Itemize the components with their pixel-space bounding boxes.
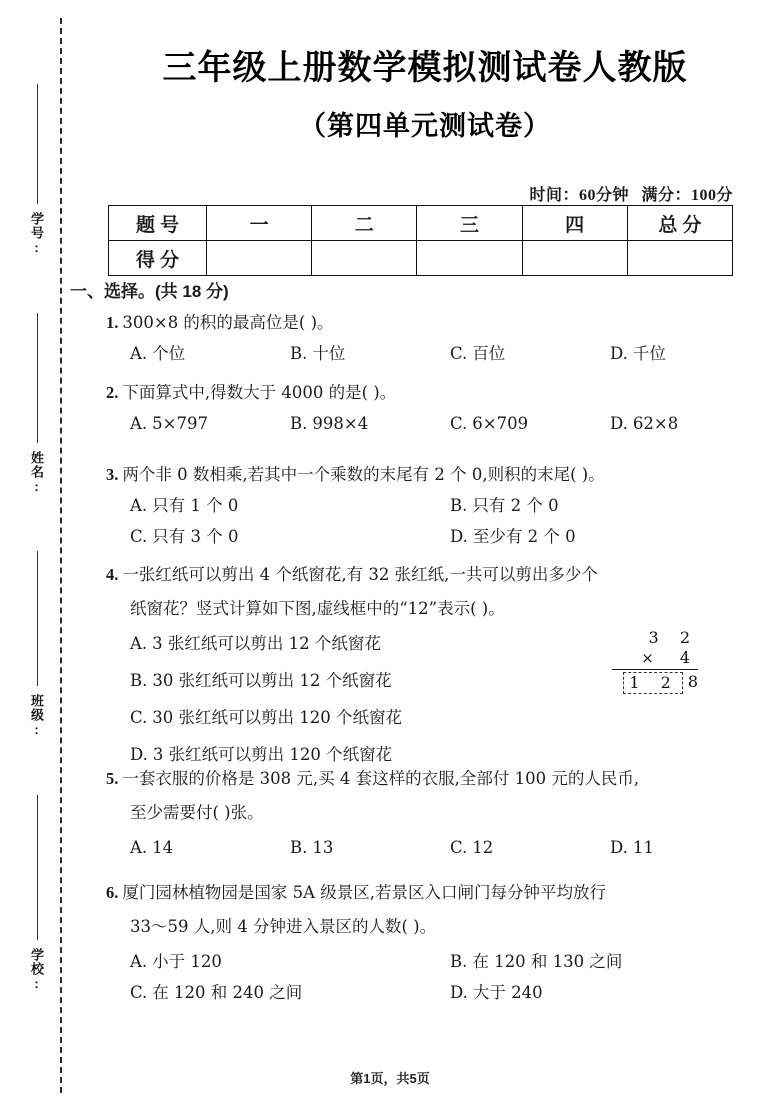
cell-score-total[interactable] [627,241,732,276]
question-3-option-a[interactable]: A. 只有 1 个 0 [130,496,239,515]
question-1-options [106,342,746,366]
question-1-stem [106,310,746,335]
question-6-stem-line2: 33～59 人,则 4 分钟进入景区的人数( )。 [130,917,437,936]
question-2-text: 下面算式中,得数大于 4000 的是( )。 [122,383,397,402]
margin-rule-4 [37,795,38,940]
vmult-multiplicand: 3 2 [648,628,698,647]
question-3-option-b[interactable]: B. 只有 2 个 0 [450,496,559,515]
margin-label-student-id: 学号: [29,212,44,256]
score-table [108,205,733,276]
question-6-option-d[interactable]: D. 大于 240 [450,983,543,1002]
page-footer: 第1页，共5页 [350,1071,430,1086]
question-4-stem-line2: 纸窗花？竖式计算如下图,虚线框中的“12”表示( )。 [130,599,505,618]
question-2-stem [106,380,746,405]
vmult-multiplier: 4 [679,648,698,667]
margin-rule-1 [37,84,38,204]
question-3-option-d[interactable]: D. 至少有 2 个 0 [450,527,576,546]
question-5-option-c[interactable]: C. 12 [450,838,494,857]
question-4-option-b[interactable]: B. 30 张红纸可以剪出 12 个纸窗花 [130,671,392,690]
margin-rule-3 [37,551,38,686]
question-1-option-d[interactable]: D. 千位 [610,344,666,363]
vmult-multiplier-row [612,648,698,668]
cell-section-1: 一 [207,206,312,241]
exam-full-score: 满分：100分 [641,187,733,204]
question-6-option-c[interactable]: C. 在 120 和 240 之间 [130,983,303,1002]
page-title: 三年级上册数学模拟测试卷人教版 [162,48,688,88]
cell-section-2: 二 [312,206,417,241]
question-5-stem [106,766,746,791]
question-3-number: 3. [106,465,119,484]
question-6 [106,880,746,1005]
cell-score-label: 得分 [109,241,207,276]
question-5-number: 5. [106,769,119,788]
question-4-options-row-d [106,743,746,767]
question-5-options [106,836,746,860]
question-3-options-row-1 [106,494,746,518]
question-4-stem [106,562,746,587]
margin-label-school: 学校: [29,948,44,992]
question-6-option-b[interactable]: B. 在 120 和 130 之间 [450,952,623,971]
question-4-text: 一张红纸可以剪出 4 个纸窗花,有 32 张红纸,一共可以剪出多少个 [122,565,598,584]
question-6-text: 厦门园林植物园是国家 5A 级景区,若景区入口闸门每分钟平均放行 [122,883,607,902]
question-2 [106,380,746,436]
multiply-icon: × [641,649,654,667]
question-2-option-d[interactable]: D. 62×8 [610,414,679,433]
cell-score-3[interactable] [417,241,522,276]
exam-meta [521,182,733,205]
question-6-option-a[interactable]: A. 小于 120 [130,952,222,971]
question-3-options-row-2 [106,525,746,549]
question-1-number: 1. [106,313,119,332]
question-2-options [106,412,746,436]
cell-score-4[interactable] [522,241,627,276]
question-4-option-a[interactable]: A. 3 张红纸可以剪出 12 个纸窗花 [130,634,381,653]
question-6-options-row-2 [106,981,746,1005]
table-row-header [109,206,733,241]
page-subtitle: （第四单元测试卷） [299,111,551,142]
question-5-option-a[interactable]: A. 14 [130,838,174,857]
question-1-text: 300×8 的积的最高位是( )。 [122,313,334,332]
question-6-number: 6. [106,883,119,902]
question-3-text: 两个非 0 数相乘,若其中一个乘数的末尾有 2 个 0,则积的末尾( )。 [122,465,605,484]
cell-score-1[interactable] [207,241,312,276]
cell-section-3: 三 [417,206,522,241]
question-5-option-b[interactable]: B. 13 [290,838,334,857]
vmult-multiplicand-row [612,628,698,648]
question-4-option-c[interactable]: C. 30 张红纸可以剪出 120 个纸窗花 [130,708,403,727]
question-4-options-row-c [106,706,746,730]
vmult-product-tail: 8 [687,672,698,691]
margin-label-name: 姓名: [29,451,44,495]
question-1-option-b[interactable]: B. 十位 [290,344,346,363]
question-1-option-a[interactable]: A. 个位 [130,344,186,363]
question-1-option-c[interactable]: C. 百位 [450,344,506,363]
question-2-option-c[interactable]: C. 6×709 [450,414,529,433]
binding-dashed-line [60,18,62,1093]
question-1 [106,310,746,366]
question-3-option-c[interactable]: C. 只有 3 个 0 [130,527,239,546]
vmult-product-boxed: 1 2 [623,672,682,694]
cell-total-label: 总分 [627,206,732,241]
question-5 [106,766,746,860]
cell-section-4: 四 [522,206,627,241]
vertical-multiplication-figure [612,628,698,694]
question-5-stem-line2: 至少需要付( )张。 [130,803,264,822]
margin-rule-2 [37,313,38,443]
cell-score-2[interactable] [312,241,417,276]
question-5-option-d[interactable]: D. 11 [610,838,654,857]
question-6-options-row-1 [106,950,746,974]
margin-label-class: 班级: [29,694,44,738]
question-4-option-d[interactable]: D. 3 张红纸可以剪出 120 个纸窗花 [130,745,393,764]
question-6-stem [106,880,746,905]
section-heading-choice: 一、选择。(共 18 分) [70,282,229,301]
question-3-stem [106,462,746,487]
question-2-number: 2. [106,383,119,402]
question-4-number: 4. [106,565,119,584]
question-3 [106,462,746,549]
exam-duration: 时间：60分钟 [529,187,629,204]
cell-question-no-label: 题号 [109,206,207,241]
table-row-score [109,241,733,276]
vmult-rule [612,669,698,670]
question-5-text: 一套衣服的价格是 308 元,买 4 套这样的衣服,全部付 100 元的人民币, [122,769,640,788]
question-2-option-b[interactable]: B. 998×4 [290,414,369,433]
vmult-product-row [612,672,698,694]
question-2-option-a[interactable]: A. 5×797 [130,414,208,433]
